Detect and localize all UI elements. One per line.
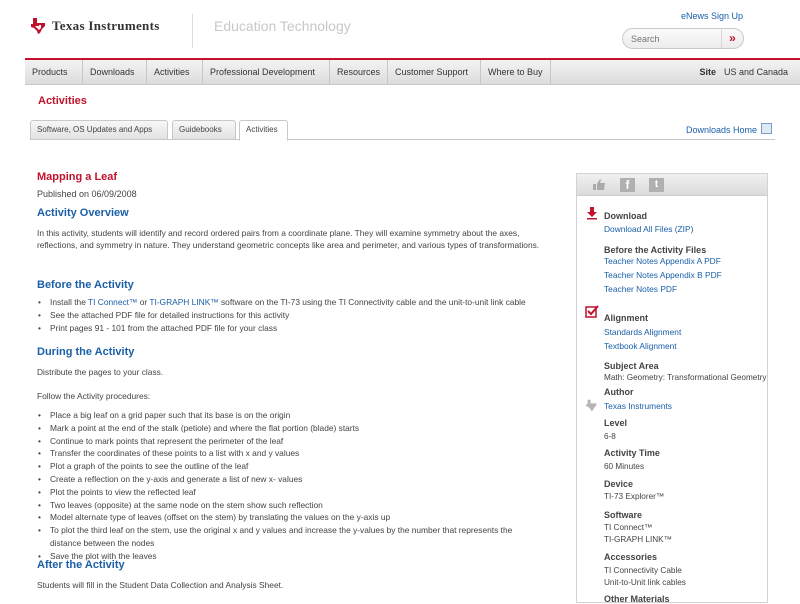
published-date: Published on 06/09/2008 [37,189,137,199]
home-icon[interactable] [761,123,772,134]
list-item: • Print pages 91 - 101 from the attached PDF file for your class [37,322,537,335]
list-item: • Place a big leaf on a grid paper such that its base is on the origin [37,409,537,422]
during-procedures-label: Follow the Activity procedures: [37,391,151,401]
software-value: TI Connect™ [604,523,653,532]
other-materials-heading: Other Materials [604,594,670,604]
before-files-heading: Before the Activity Files [604,245,707,255]
list-item: • Create a reflection on the y-axis and generate a list of new x- values [37,473,537,486]
device-value: TI-73 Explorer™ [604,492,665,501]
list-item: • See the attached PDF file for detailed instructions for this activity [37,309,537,322]
tab-guidebooks[interactable]: Guidebooks [172,120,236,140]
before-list [37,296,537,334]
thumbs-up-icon[interactable] [591,178,606,192]
list-item: • Plot the points to view the reflected leaf [37,486,537,499]
list-item: • Continue to mark points that represent the perimeter of the leaf [37,435,537,448]
list-item: • Model alternate type of leaves (offset on the stem) by translating the values on the y-axis up [37,511,537,524]
after-heading: After the Activity [37,559,125,571]
software-value: TI-GRAPH LINK™ [604,535,672,544]
enews-signup-link[interactable]: eNews Sign Up [680,11,743,21]
level-heading: Level [604,418,628,428]
ti-author-icon [585,399,599,414]
during-heading: During the Activity [37,346,135,358]
alignment-heading: Alignment [604,313,648,323]
tab-bar [30,120,775,140]
textbook-alignment-link[interactable]: Textbook Alignment [604,341,677,351]
download-all-link[interactable]: Download All Files (ZIP) [604,224,694,234]
search-input[interactable] [631,32,719,46]
nav-products[interactable]: Products [25,60,83,85]
tab-activities[interactable]: Activities [239,120,288,141]
brand-name: Texas Instruments [52,18,160,33]
nav-customer-support[interactable]: Customer Support [388,60,481,85]
teacher-notes-link[interactable]: Teacher Notes PDF [604,284,678,294]
site-label: Site [699,67,716,77]
downloads-home-link[interactable]: Downloads Home [685,125,757,135]
list-item: • Plot a graph of the points to see the outline of the leaf [37,460,537,473]
nav-resources[interactable]: Resources [330,60,388,85]
teacher-notes-b-link[interactable]: Teacher Notes Appendix B PDF [604,270,722,280]
list-item: • Transfer the coordinates of these points to a list with x and y values [37,447,537,460]
list-item: • Two leaves (opposite) at the same node on the stem show such reflection [37,499,537,512]
list-item: • To plot the third leaf on the stem, use the original x and y values and increase the y-values by the number that represents the distance between the nodes [37,524,537,550]
search-submit-button[interactable]: » [721,29,743,48]
activity-time-heading: Activity Time [604,448,660,458]
during-list [37,409,537,563]
overview-heading: Activity Overview [37,207,129,219]
activity-title: Mapping a Leaf [37,171,118,183]
device-heading: Device [604,479,634,489]
site-header [0,0,800,58]
teacher-notes-a-link[interactable]: Teacher Notes Appendix A PDF [604,256,721,266]
standards-alignment-link[interactable]: Standards Alignment [604,327,682,337]
during-intro: Distribute the pages to your class. [37,367,164,377]
twitter-icon[interactable]: t [649,178,664,192]
ti-logo[interactable] [30,17,160,35]
texas-state-icon [30,17,48,35]
tab-software[interactable]: Software, OS Updates and Apps [30,120,168,140]
site-selector[interactable] [699,60,788,85]
level-value: 6-8 [604,432,616,441]
list-item: • Save the plot with the leaves [37,550,537,563]
search-box [622,28,744,49]
accessories-value: TI Connectivity Cable [604,566,682,575]
site-value: US and Canada [723,67,788,77]
activity-time-value: 60 Minutes [604,462,645,471]
ti-connect-link[interactable]: TI Connect™ [88,297,138,307]
nav-where-to-buy[interactable]: Where to Buy [481,60,551,85]
main-nav [25,58,800,85]
checkbox-check-icon [585,305,599,321]
software-heading: Software [604,510,643,520]
section-title: Activities [38,95,87,107]
after-text: Students will fill in the Student Data Collection and Analysis Sheet. [37,580,284,590]
overview-text: In this activity, students will identify and record ordered pairs from a coordinate plane. They will examine symmetry about the axes, reflections, and symmetry in nature. They understand geometric concepts like area and perimeter, and various types of transformations. [37,228,540,250]
accessories-value: Unit-to-Unit link cables [604,578,686,587]
author-heading: Author [604,387,634,397]
download-heading: Download [604,211,647,221]
subject-heading: Subject Area [604,361,659,371]
division-name: Education Technology [214,18,351,34]
ti-graph-link-link[interactable]: TI-GRAPH LINK™ [149,297,219,307]
download-icon [585,206,599,222]
before-heading: Before the Activity [37,279,134,291]
nav-professional-development[interactable]: Professional Development [203,60,330,85]
nav-downloads[interactable]: Downloads [83,60,147,85]
author-link[interactable]: Texas Instruments [604,401,672,411]
activity-sidebar [576,173,768,603]
subject-value: Math: Geometry: Transformational Geometry [604,373,767,382]
social-bar [577,174,767,196]
nav-activities[interactable]: Activities [147,60,203,85]
list-item: • Install the TI Connect™ or TI-GRAPH LINK™ software on the TI-73 using the TI Connectivity cable and the unit-to-unit link cable [37,296,537,309]
facebook-icon[interactable]: f [620,178,635,192]
header-divider [192,14,193,48]
list-item: • Mark a point at the end of the stalk (petiole) and where the flat portion (blade) starts [37,422,537,435]
accessories-heading: Accessories [604,552,658,562]
